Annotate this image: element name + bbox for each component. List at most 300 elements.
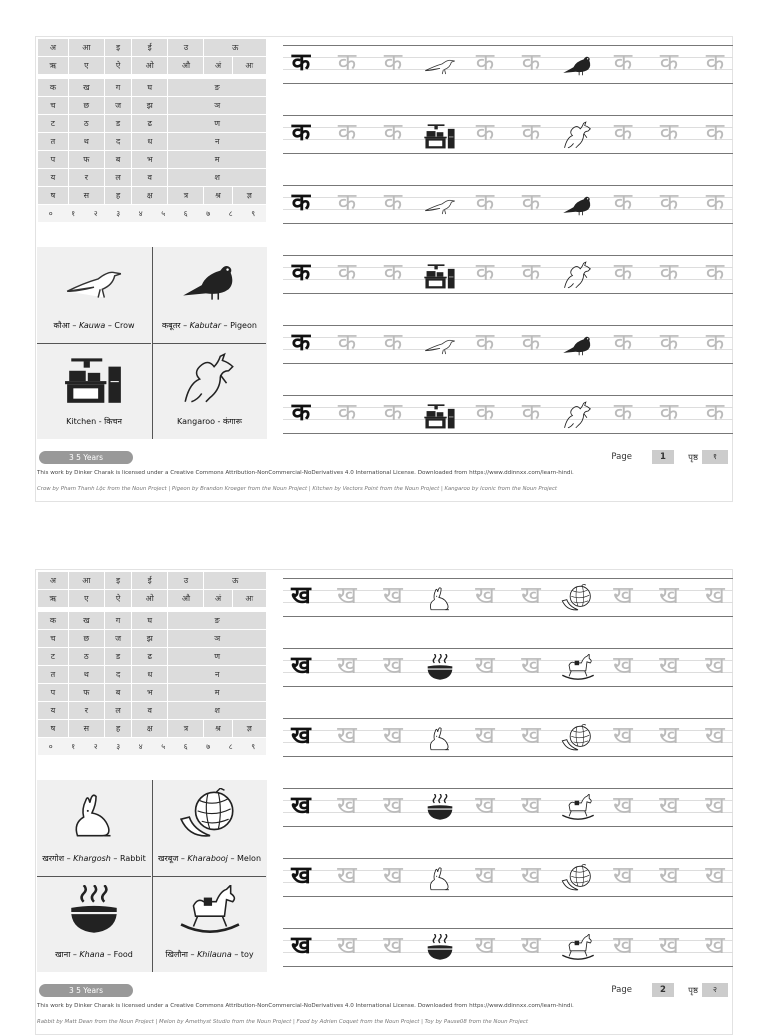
consonant-cell: ज <box>104 97 131 115</box>
caption-hindi: खरबूज <box>157 854 179 863</box>
vowel-cell: अ <box>38 572 69 590</box>
consonant-cell: छ <box>68 97 104 115</box>
consonant-cell: भ <box>132 684 168 702</box>
consonant-cell: फ <box>68 684 104 702</box>
consonant-cell: घ <box>132 612 168 630</box>
picture-caption: कौआ – Kauwa – Crow <box>53 321 135 330</box>
trace-letter: ख <box>383 861 403 889</box>
caption-english: Kangaroo <box>177 417 216 426</box>
ruling-line <box>283 325 733 326</box>
trace-letter: क <box>613 328 633 356</box>
trace-letter: क <box>337 258 357 286</box>
consonant-cell: ट <box>38 115 69 133</box>
trace-letter: क <box>705 328 725 356</box>
trace-letter: क <box>383 48 403 76</box>
picture-caption: खरगोश – Khargosh – Rabbit <box>42 854 146 863</box>
trace-letter: ख <box>613 651 633 679</box>
vowel-cell: औ <box>168 590 204 608</box>
tracing-row <box>283 185 733 229</box>
consonant-cell: ङ <box>168 612 267 630</box>
consonant-cell: श <box>168 169 267 187</box>
caption-transliteration: Kharabooj <box>187 854 228 863</box>
caption-english: Melon <box>237 854 262 863</box>
picture-card <box>37 343 151 439</box>
model-letter: ख <box>291 861 311 889</box>
picture-caption: Kitchen - किचन <box>66 417 122 426</box>
consonant-cell: ल <box>104 169 131 187</box>
consonant-cell: द <box>104 133 131 151</box>
model-letter: क <box>291 398 311 426</box>
trace-letter: क <box>383 188 403 216</box>
ruling-line <box>283 115 733 116</box>
consonant-cell: ड <box>104 648 131 666</box>
vowel-cell: उ <box>168 39 204 57</box>
numeral: ६ <box>183 208 188 218</box>
trace-letter: क <box>521 258 541 286</box>
caption-english: Rabbit <box>119 854 146 863</box>
rabbit-icon <box>423 724 459 752</box>
numeral: ४ <box>138 741 143 751</box>
license-text: This work by Dinker Charak is licensed under a Creative Commons Attribution-NonCommercial-NoDerivatives 4.0 International License. Downloaded from https://www.ddinnxx.com/learn-hindi. <box>37 1003 574 1009</box>
tracing-row <box>283 788 733 832</box>
numeral: २ <box>93 208 98 218</box>
consonant-cell: त <box>38 666 69 684</box>
trace-letter: ख <box>521 651 541 679</box>
trace-letter: ख <box>613 581 633 609</box>
vowel-cell: इ <box>104 39 131 57</box>
trace-letter: ख <box>659 721 679 749</box>
consonant-cell: ह <box>104 187 131 205</box>
caption-hindi: कबूतर <box>162 321 181 330</box>
ruling-line <box>283 756 733 757</box>
consonant-cell: फ <box>68 151 104 169</box>
consonant-cell: झ <box>132 630 168 648</box>
trace-letter: ख <box>705 791 725 819</box>
trace-letter: क <box>383 398 403 426</box>
kitchen-icon <box>423 261 459 289</box>
trace-letter: क <box>475 398 495 426</box>
consonant-cell: क <box>38 79 69 97</box>
ruling-line <box>283 293 733 294</box>
consonant-cell: छ <box>68 630 104 648</box>
picture-caption: खाना – Khana – Food <box>55 950 133 959</box>
license-text: This work by Dinker Charak is licensed under a Creative Commons Attribution-NonCommercial-NoDerivatives 4.0 International License. Downloaded from https://www.ddinnxx.com/learn-hindi. <box>37 470 574 476</box>
ruling-line <box>283 858 733 859</box>
worksheet-page <box>35 36 733 502</box>
trace-letter: क <box>659 328 679 356</box>
consonant-cell: व <box>132 169 168 187</box>
consonant-row <box>38 684 267 702</box>
consonant-cell: प <box>38 151 69 169</box>
pigeon-icon <box>561 191 597 219</box>
consonant-cell: ध <box>132 666 168 684</box>
ruling-line <box>283 896 733 897</box>
vowel-cell: ऊ <box>204 572 267 590</box>
vowel-cell: अः <box>232 590 266 608</box>
tracing-row <box>283 255 733 299</box>
numeral: ४ <box>138 208 143 218</box>
ruling-line <box>283 363 733 364</box>
kangaroo-icon <box>561 121 597 149</box>
consonant-cell: र <box>68 169 104 187</box>
kitchen-icon <box>423 121 459 149</box>
vowel-cell: ई <box>132 572 168 590</box>
trace-letter: ख <box>475 861 495 889</box>
ruling-line <box>283 153 733 154</box>
page-label-hindi: पृष्ठ <box>688 986 698 996</box>
trace-letter: ख <box>337 721 357 749</box>
vowel-cell: ऋ <box>38 590 69 608</box>
pigeon-icon <box>561 51 597 79</box>
model-letter: ख <box>291 651 311 679</box>
trace-letter: ख <box>521 791 541 819</box>
numeral: ७ <box>206 741 211 751</box>
trace-letter: ख <box>659 581 679 609</box>
tracing-row <box>283 858 733 902</box>
consonant-cell: श्र <box>204 187 232 205</box>
numeral: ८ <box>228 208 233 218</box>
alphabet-chart <box>37 38 267 223</box>
consonant-cell: ग <box>104 612 131 630</box>
crow-icon <box>423 191 459 219</box>
tracing-row <box>283 928 733 970</box>
numeral: ६ <box>183 741 188 751</box>
trace-letter: क <box>475 48 495 76</box>
crow-icon <box>423 331 459 359</box>
numeral: ८ <box>228 741 233 751</box>
consonant-cell: क्ष <box>132 720 168 738</box>
trace-letter: ख <box>475 931 495 959</box>
numeral: ० <box>48 741 53 751</box>
caption-transliteration: Kauwa <box>78 321 106 330</box>
trace-letter: क <box>705 188 725 216</box>
vowel-cell: ऊ <box>204 39 267 57</box>
consonant-row <box>38 702 267 720</box>
ruling-line <box>283 255 733 256</box>
tracing-row <box>283 395 733 437</box>
vowel-cell: आ <box>68 39 104 57</box>
age-badge: 3 5 Years <box>39 984 133 997</box>
trace-letter: ख <box>383 791 403 819</box>
consonant-cell: स <box>68 187 104 205</box>
picture-card <box>37 780 151 876</box>
consonant-cell: व <box>132 702 168 720</box>
tracing-row <box>283 648 733 692</box>
ruling-line <box>283 686 733 687</box>
trace-letter: क <box>613 188 633 216</box>
ruling-line <box>283 223 733 224</box>
rabbit-icon <box>423 584 459 612</box>
model-letter: क <box>291 328 311 356</box>
trace-letter: ख <box>475 721 495 749</box>
trace-letter: ख <box>659 861 679 889</box>
trace-letter: ख <box>705 581 725 609</box>
consonant-cell: त <box>38 133 69 151</box>
trace-letter: ख <box>383 651 403 679</box>
consonant-cell: भ <box>132 151 168 169</box>
trace-letter: क <box>613 258 633 286</box>
consonant-cell: द <box>104 666 131 684</box>
trace-letter: क <box>659 188 679 216</box>
trace-letter: क <box>659 398 679 426</box>
numeral: ३ <box>116 741 121 751</box>
numeral: ५ <box>161 741 166 751</box>
tracing-row <box>283 718 733 762</box>
page-number: 2 <box>652 983 674 997</box>
worksheet-page <box>35 569 733 1035</box>
kangaroo-icon <box>561 401 597 429</box>
ruling-line <box>283 616 733 617</box>
vowel-cell: अं <box>204 57 232 75</box>
caption-hindi: खिलौना <box>165 950 188 959</box>
toy-icon <box>561 934 597 962</box>
consonant-cell: च <box>38 630 69 648</box>
trace-letter: ख <box>613 861 633 889</box>
consonant-row <box>38 720 267 738</box>
caption-english: Crow <box>114 321 135 330</box>
icon-attribution: Crow by Pham Thanh Lộc from the Noun Project | Pigeon by Brandon Kroeger from the Noun Project | Kitchen by Vectors Point from the Noun Project | Kangaroo by Iconic from the Noun Project <box>37 486 558 492</box>
numeral: ९ <box>251 741 256 751</box>
toy-icon <box>561 654 597 682</box>
trace-letter: ख <box>337 791 357 819</box>
ruling-line <box>283 826 733 827</box>
consonant-cell: ख <box>68 612 104 630</box>
trace-letter: क <box>475 188 495 216</box>
consonant-cell: म <box>168 684 267 702</box>
ruling-line <box>283 648 733 649</box>
consonant-cell: ब <box>104 151 131 169</box>
consonant-row <box>38 648 267 666</box>
vowel-cell: उ <box>168 572 204 590</box>
vowel-cell: आ <box>68 572 104 590</box>
consonant-row <box>38 133 267 151</box>
consonant-cell: श्र <box>204 720 232 738</box>
ruling-line <box>283 966 733 967</box>
numeral-row <box>38 205 267 223</box>
picture-caption: खिलौना – Khilauna – toy <box>165 950 254 959</box>
numeral: २ <box>93 741 98 751</box>
consonant-row <box>38 97 267 115</box>
caption-hindi: किचन <box>104 417 122 426</box>
caption-hindi: कंगारू <box>223 417 242 426</box>
trace-letter: ख <box>383 581 403 609</box>
consonant-cell: क <box>38 612 69 630</box>
consonant-cell: ल <box>104 702 131 720</box>
consonant-cell: न <box>168 666 267 684</box>
consonant-cell: घ <box>132 79 168 97</box>
consonant-row <box>38 169 267 187</box>
trace-letter: ख <box>475 791 495 819</box>
consonant-cell: ण <box>168 115 267 133</box>
picture-card <box>152 247 266 343</box>
model-letter: क <box>291 118 311 146</box>
trace-letter: क <box>659 48 679 76</box>
vowel-row <box>38 57 267 75</box>
melon-icon <box>561 584 597 612</box>
consonant-cell: ढ <box>132 648 168 666</box>
food-icon <box>423 654 459 682</box>
consonant-cell: य <box>38 702 69 720</box>
alphabet-chart <box>37 571 267 756</box>
consonant-cell: ञ <box>168 630 267 648</box>
consonant-cell: ढ <box>132 115 168 133</box>
consonant-cell: स <box>68 720 104 738</box>
picture-panel <box>37 780 267 972</box>
consonant-cell: ज <box>104 630 131 648</box>
consonant-cell: च <box>38 97 69 115</box>
ruling-line <box>283 45 733 46</box>
trace-letter: ख <box>613 791 633 819</box>
tracing-row <box>283 45 733 89</box>
numeral: ३ <box>116 208 121 218</box>
picture-card <box>152 876 266 972</box>
food-icon <box>423 794 459 822</box>
ruling-line <box>283 185 733 186</box>
vowel-cell: इ <box>104 572 131 590</box>
consonant-cell: झ <box>132 97 168 115</box>
page-number: 1 <box>652 450 674 464</box>
melon-icon <box>561 864 597 892</box>
consonant-cell: प <box>38 684 69 702</box>
pigeon-icon <box>561 331 597 359</box>
picture-caption: कबूतर – Kabutar – Pigeon <box>162 321 257 330</box>
numeral: १ <box>71 741 76 751</box>
page-label: Page <box>611 452 632 462</box>
vowel-cell: ऐ <box>104 590 131 608</box>
trace-letter: ख <box>475 651 495 679</box>
vowel-cell: ऋ <box>38 57 69 75</box>
trace-letter: क <box>521 328 541 356</box>
picture-caption: Kangaroo - कंगारू <box>177 417 242 426</box>
model-letter: ख <box>291 931 311 959</box>
trace-letter: ख <box>705 861 725 889</box>
food-icon <box>423 934 459 962</box>
ruling-line <box>283 83 733 84</box>
tracing-rows <box>283 578 733 970</box>
trace-letter: ख <box>337 931 357 959</box>
kangaroo-icon <box>561 261 597 289</box>
consonant-cell: ज्ञ <box>232 187 266 205</box>
trace-letter: क <box>337 118 357 146</box>
numeral: १ <box>71 208 76 218</box>
vowel-cell: ई <box>132 39 168 57</box>
trace-letter: क <box>659 258 679 286</box>
trace-letter: क <box>521 398 541 426</box>
trace-letter: ख <box>705 721 725 749</box>
trace-letter: ख <box>383 931 403 959</box>
model-letter: ख <box>291 581 311 609</box>
trace-letter: क <box>705 398 725 426</box>
ruling-line <box>283 788 733 789</box>
consonant-cell: त्र <box>168 720 204 738</box>
numeral: ५ <box>161 208 166 218</box>
consonant-cell: थ <box>68 666 104 684</box>
picture-caption: खरबूज – Kharabooj – Melon <box>157 854 262 863</box>
trace-letter: क <box>705 258 725 286</box>
trace-letter: क <box>521 118 541 146</box>
trace-letter: ख <box>659 651 679 679</box>
vowel-cell: ऐ <box>104 57 131 75</box>
picture-card <box>37 247 151 343</box>
trace-letter: क <box>383 328 403 356</box>
trace-letter: ख <box>521 581 541 609</box>
vowel-row <box>38 39 267 57</box>
trace-letter: ख <box>337 861 357 889</box>
toy-icon <box>561 794 597 822</box>
trace-letter: ख <box>521 861 541 889</box>
trace-letter: क <box>475 118 495 146</box>
vowel-cell: ओ <box>132 590 168 608</box>
model-letter: क <box>291 48 311 76</box>
model-letter: क <box>291 188 311 216</box>
trace-letter: ख <box>337 651 357 679</box>
ruling-line <box>283 433 733 434</box>
consonant-cell: ठ <box>68 648 104 666</box>
tracing-row <box>283 578 733 622</box>
consonant-row <box>38 187 267 205</box>
consonant-cell: ण <box>168 648 267 666</box>
trace-letter: ख <box>337 581 357 609</box>
ruling-line <box>283 928 733 929</box>
consonant-cell: त्र <box>168 187 204 205</box>
trace-letter: ख <box>521 721 541 749</box>
consonant-cell: ष <box>38 187 69 205</box>
consonant-row <box>38 115 267 133</box>
trace-letter: ख <box>705 651 725 679</box>
trace-letter: क <box>659 118 679 146</box>
picture-card <box>37 876 151 972</box>
icon-attribution: Rabbit by Matt Dean from the Noun Project | Melon by Amethyst Studio from the Noun Project | Food by Adrien Coquet from the Noun Project | Toy by Pause08 from the Noun Project <box>37 1019 528 1025</box>
trace-letter: क <box>613 48 633 76</box>
picture-card <box>152 780 266 876</box>
numeral-cell <box>38 205 267 223</box>
caption-transliteration: Khilauna <box>197 950 232 959</box>
trace-letter: क <box>475 328 495 356</box>
melon-icon <box>561 724 597 752</box>
model-letter: ख <box>291 721 311 749</box>
page-label-hindi: पृष्ठ <box>688 453 698 463</box>
age-badge: 3 5 Years <box>39 451 133 464</box>
numeral-row <box>38 738 267 756</box>
consonant-cell: थ <box>68 133 104 151</box>
vowel-cell: ए <box>68 57 104 75</box>
ruling-line <box>283 395 733 396</box>
trace-letter: ख <box>705 931 725 959</box>
crow-icon <box>423 51 459 79</box>
trace-letter: क <box>705 118 725 146</box>
page-label: Page <box>611 985 632 995</box>
consonant-row <box>38 79 267 97</box>
consonant-cell: म <box>168 151 267 169</box>
consonant-cell: ठ <box>68 115 104 133</box>
numeral: ७ <box>206 208 211 218</box>
ruling-line <box>283 718 733 719</box>
consonant-cell: श <box>168 702 267 720</box>
consonant-cell: ख <box>68 79 104 97</box>
trace-letter: क <box>613 398 633 426</box>
picture-panel <box>37 247 267 439</box>
consonant-cell: ङ <box>168 79 267 97</box>
trace-letter: ख <box>383 721 403 749</box>
ruling-line <box>283 578 733 579</box>
numeral: ९ <box>251 208 256 218</box>
trace-letter: क <box>613 118 633 146</box>
page-number-devanagari: १ <box>702 450 728 464</box>
caption-hindi: खाना <box>55 950 71 959</box>
consonant-cell: र <box>68 702 104 720</box>
tracing-row <box>283 115 733 159</box>
tracing-row <box>283 325 733 369</box>
